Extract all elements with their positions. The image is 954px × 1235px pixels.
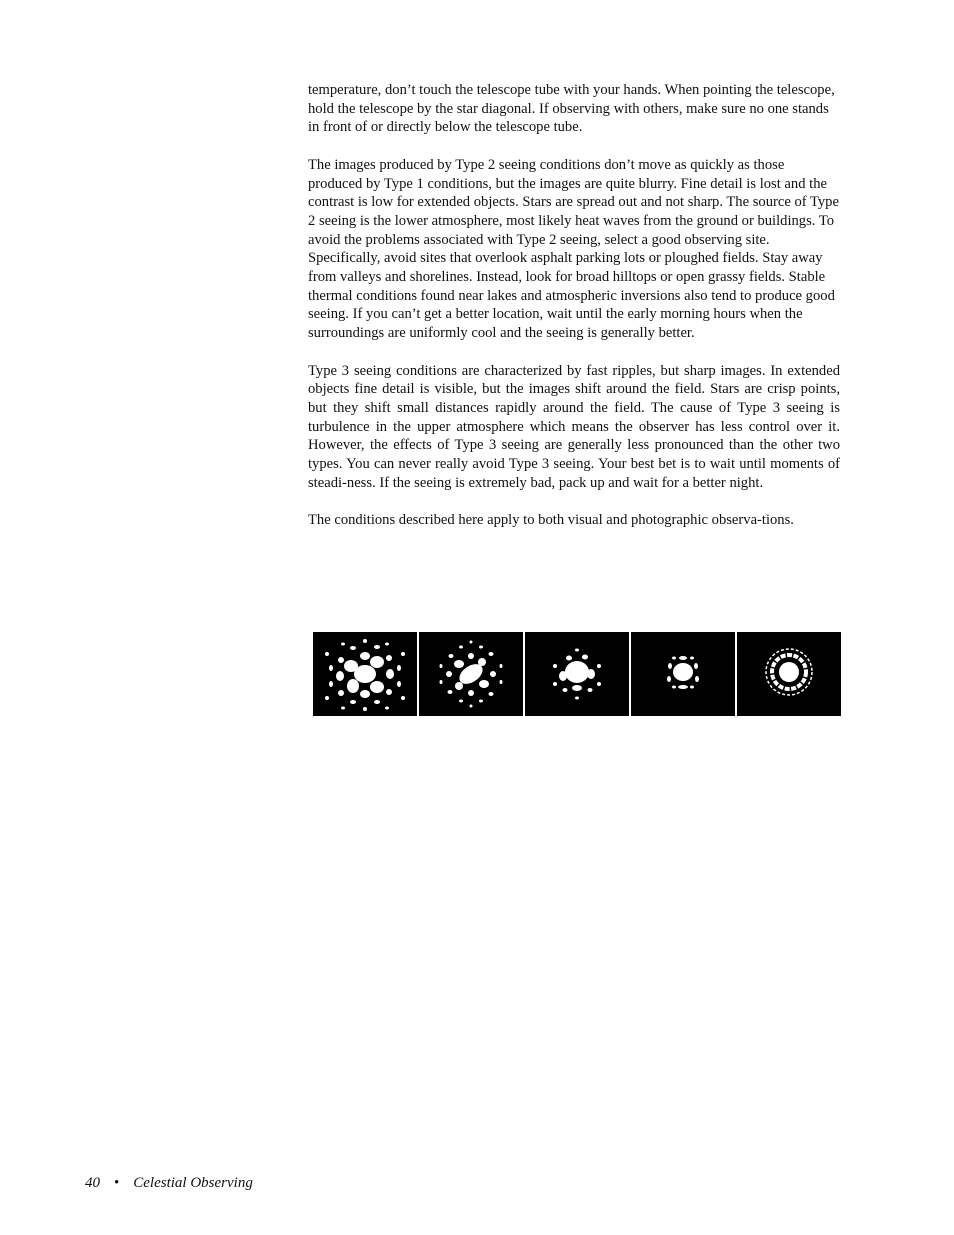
speckle-pattern-image xyxy=(631,632,735,716)
body-text-column xyxy=(308,81,840,549)
paragraph-type-2-seeing: The images produced by Type 2 seeing conditions don’t move as quickly as those produced by Type 1 conditions, but the images are quite blurry. Fine detail is lost and the contrast is low for extended objects. Stars are spread out and not sharp. The source of Type 2 seeing is the lower atmosphere, most likely heat waves from the ground or buildings. To avoid the problems associated with Type 2 seeing, select a good observing site. Specifically, avoid sites that overlook asphalt parking lots or ploughed fields. Stay away from valleys and shorelines. Instead, look for broad hilltops or open grassy fields. Stable thermal conditions found near lakes and atmospheric inversions also tend to produce good seeing. If you can’t get a better location, wait until the early morning hours when the surroundings are uniformly cool and the seeing is generally better. xyxy=(308,156,839,342)
seeing-conditions-figure xyxy=(313,632,841,716)
speckle-pattern-image xyxy=(525,632,629,716)
footer-separator: • xyxy=(114,1175,120,1191)
airy-disk-image xyxy=(737,632,841,716)
speckle-pattern-image xyxy=(419,632,523,716)
star-image-frame-5 xyxy=(737,632,841,716)
paragraph-telescope-handling: temperature, don’t touch the telescope tube with your hands. When pointing the telescope, hold the telescope by the star diagonal. If observing with others, make sure no one stands in front of or directly below the telescope tube. xyxy=(308,82,835,136)
star-image-frame-4 xyxy=(631,632,735,716)
page-number: 40 xyxy=(85,1175,100,1191)
paragraph-type-3-seeing: Type 3 seeing conditions are characterized by fast ripples, but sharp images. In extended objects fine detail is visible, but the images shift around the field. Stars are crisp points, but they shift small distances rapidly around the field. The cause of Type 3 seeing is turbulence in the upper atmosphere which means the observer has less control over it. However, the effects of Type 3 seeing are generally less pronounced than the other two types. You can never really avoid Type 3 seeing. Your best bet is to wait until moments of steadi-ness. If the seeing is extremely bad, pack up and wait for a better night. xyxy=(308,362,840,491)
star-image-frame-1 xyxy=(313,632,417,716)
star-image-frame-2 xyxy=(419,632,523,716)
star-image-frame-3 xyxy=(525,632,629,716)
paragraph-conditions-note: The conditions described here apply to both visual and photographic observa-tions. xyxy=(308,512,794,529)
book-title: Celestial Observing xyxy=(133,1175,253,1191)
speckle-pattern-image xyxy=(313,632,417,716)
page-footer xyxy=(85,1175,253,1192)
